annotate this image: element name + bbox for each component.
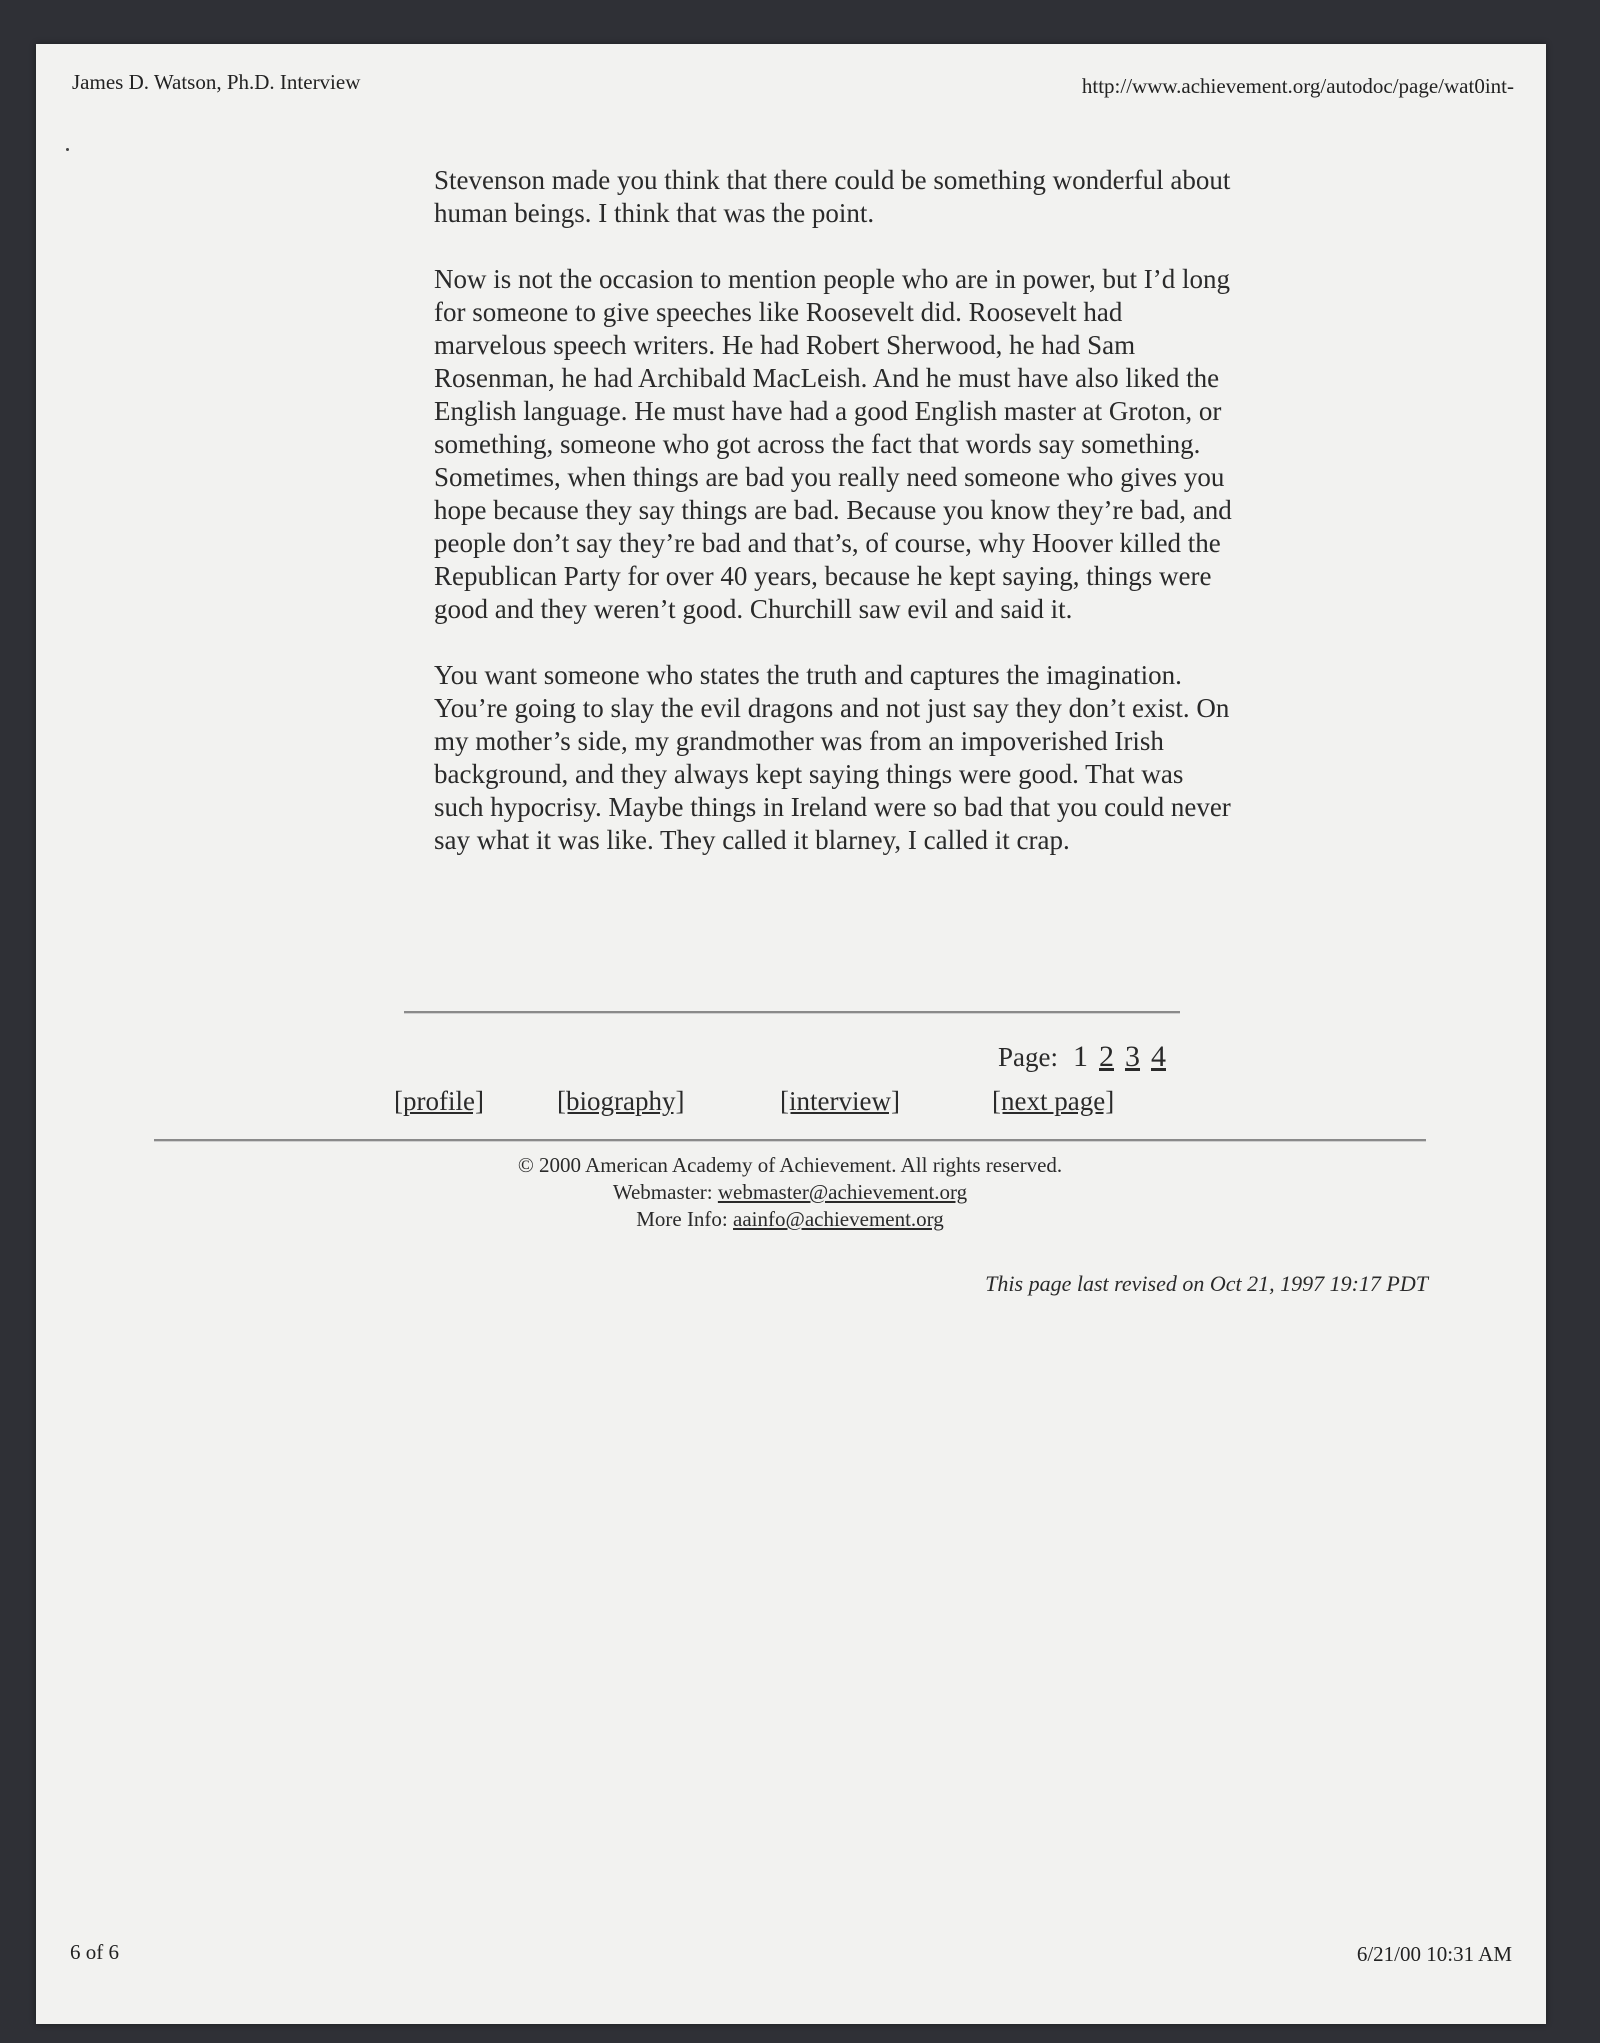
site-footer <box>154 1152 1426 1233</box>
page-label: Page: <box>998 1042 1058 1072</box>
page-current-1: 1 <box>1073 1040 1088 1073</box>
webmaster-line <box>154 1179 1426 1206</box>
profile-link[interactable]: [profile] <box>394 1086 484 1116</box>
paragraph: Now is not the occasion to mention people who are in power, but I’d long for someone to give speeches like Roosevelt did. Roosevelt had marvelous speech writers. He had Robert Sherwood, he had Sam Rosenman, he had Archibald MacLeish. And he must have also liked the English language. He must have had a good English master at Groton, or something, someone who got across the fact that words say something. Sometimes, when things are bad you really need someone who gives you hope because they say things are bad. Because you know they’re bad, and people don’t say they’re bad and that’s, of course, why Hoover killed the Republican Party for over 40 years, because he kept saying, things were good and they weren’t good. Churchill saw evil and said it. <box>434 264 1232 624</box>
interview-text <box>434 164 1234 890</box>
next-page-link[interactable]: [next page] <box>992 1086 1115 1116</box>
paragraph: You want someone who states the truth and captures the imagination. You’re going to slay the evil dragons and not just say they don’t exist. On my mother’s side, my grandmother was from an impoverished Irish background, and they always kept saying things were good. That was such hypocrisy. Maybe things in Ireland were so bad that you could never say what it was like. They called it blarney, I called it crap. <box>434 660 1231 855</box>
page-link-3[interactable]: 3 <box>1125 1040 1140 1073</box>
stray-dot <box>66 148 69 151</box>
page-navigator <box>998 1040 1168 1074</box>
more-info-line <box>154 1206 1426 1233</box>
more-info-label: More Info: <box>636 1207 728 1231</box>
paragraph: Stevenson made you think that there could be something wonderful about human beings. I think that was the point. <box>434 165 1231 228</box>
divider <box>404 1011 1180 1014</box>
biography-link[interactable]: [biography] <box>557 1086 685 1116</box>
print-datetime: 6/21/00 10:31 AM <box>1356 1942 1512 1966</box>
copyright-notice: © 2000 American Academy of Achievement. All rights reserved. <box>517 1153 1063 1177</box>
webmaster-label: Webmaster: <box>612 1180 713 1204</box>
page-link-2[interactable]: 2 <box>1099 1040 1114 1073</box>
webmaster-email-link[interactable]: webmaster@achievement.org <box>717 1180 968 1204</box>
page-link-4[interactable]: 4 <box>1151 1040 1166 1073</box>
interview-link[interactable]: [interview] <box>780 1086 900 1116</box>
more-info-email-link[interactable]: aainfo@achievement.org <box>733 1207 944 1231</box>
printed-page <box>36 44 1546 2024</box>
last-revised-note: This page last revised on Oct 21, 1997 19:17 PDT <box>985 1271 1428 1296</box>
print-header-title: James D. Watson, Ph.D. Interview <box>72 70 361 94</box>
divider <box>154 1139 1426 1142</box>
print-page-count: 6 of 6 <box>70 1940 119 1964</box>
print-header-url: http://www.achievement.org/autodoc/page/wat0int- <box>1081 74 1514 98</box>
